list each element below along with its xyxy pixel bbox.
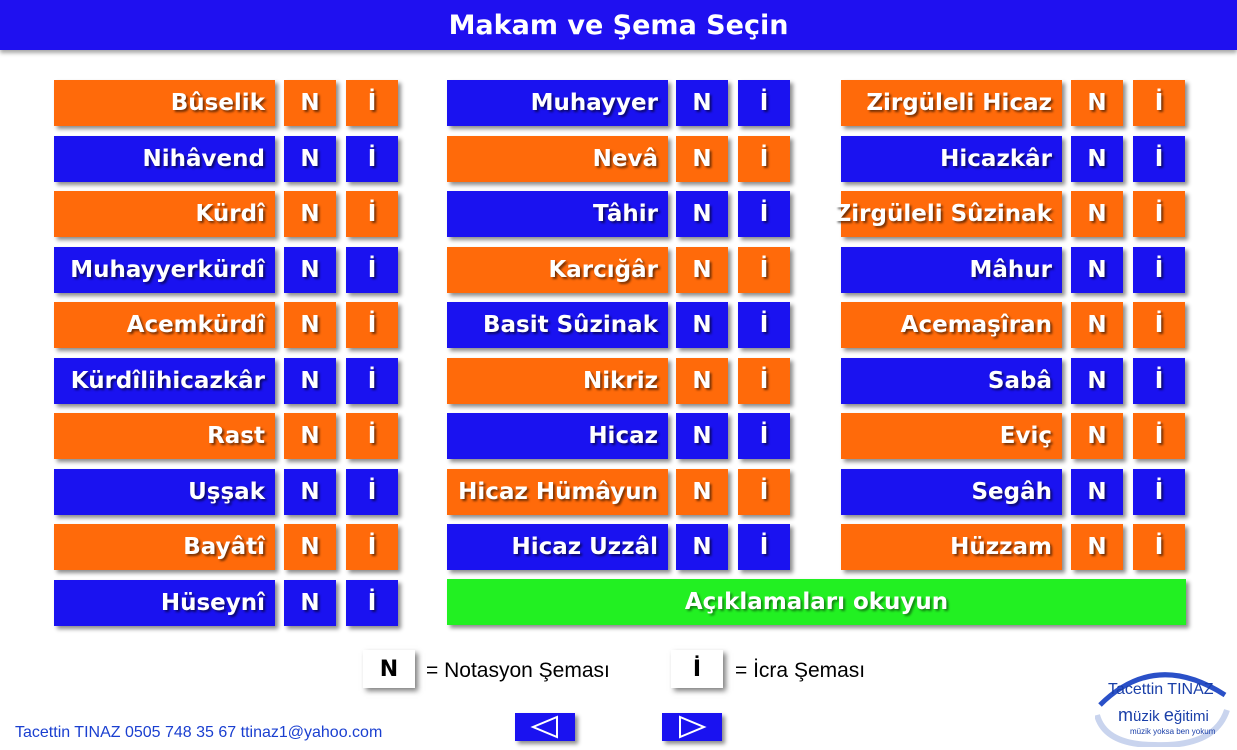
performance-scheme-button[interactable]: İ <box>1133 524 1185 570</box>
performance-scheme-button[interactable]: İ <box>1133 302 1185 348</box>
makam-name-button[interactable]: Sabâ <box>841 358 1062 404</box>
triangle-right-icon <box>662 713 722 741</box>
makam-name-button[interactable]: Rast <box>54 413 275 459</box>
makam-name-button[interactable]: Segâh <box>841 469 1062 515</box>
performance-scheme-button[interactable]: İ <box>738 524 790 570</box>
makam-name-button[interactable]: Hicaz <box>447 413 668 459</box>
legend-i-box: İ <box>671 650 723 688</box>
performance-scheme-button[interactable]: İ <box>346 136 398 182</box>
notation-scheme-button[interactable]: N <box>676 247 728 293</box>
performance-scheme-button[interactable]: İ <box>1133 80 1185 126</box>
makam-name-button[interactable]: Mâhur <box>841 247 1062 293</box>
makam-name-button[interactable]: Karcığâr <box>447 247 668 293</box>
makam-name-button[interactable]: Hicaz Hümâyun <box>447 469 668 515</box>
makam-name-button[interactable]: Tâhir <box>447 191 668 237</box>
notation-scheme-button[interactable]: N <box>284 524 336 570</box>
makam-name-button[interactable]: Uşşak <box>54 469 275 515</box>
performance-scheme-button[interactable]: İ <box>346 580 398 626</box>
performance-scheme-button[interactable]: İ <box>738 358 790 404</box>
notation-scheme-button[interactable]: N <box>1071 136 1123 182</box>
makam-name-button[interactable]: Nihâvend <box>54 136 275 182</box>
performance-scheme-button[interactable]: İ <box>346 469 398 515</box>
logo-subtitle: müzik eğitimi <box>1118 705 1209 725</box>
makam-name-button[interactable]: Hicaz Uzzâl <box>447 524 668 570</box>
makam-name-button[interactable]: Zirgüleli Hicaz <box>841 80 1062 126</box>
performance-scheme-button[interactable]: İ <box>346 302 398 348</box>
performance-scheme-button[interactable]: İ <box>738 80 790 126</box>
notation-scheme-button[interactable]: N <box>284 247 336 293</box>
notation-scheme-button[interactable]: N <box>676 80 728 126</box>
legend-n-box: N <box>363 650 415 688</box>
notation-scheme-button[interactable]: N <box>1071 413 1123 459</box>
performance-scheme-button[interactable]: İ <box>346 80 398 126</box>
performance-scheme-button[interactable]: İ <box>738 191 790 237</box>
makam-name-button[interactable]: Eviç <box>841 413 1062 459</box>
notation-scheme-button[interactable]: N <box>676 358 728 404</box>
performance-scheme-button[interactable]: İ <box>346 358 398 404</box>
performance-scheme-button[interactable]: İ <box>1133 247 1185 293</box>
makam-name-button[interactable]: Bûselik <box>54 80 275 126</box>
notation-scheme-button[interactable]: N <box>284 80 336 126</box>
makam-name-button[interactable]: Zirgüleli Sûzinak <box>841 191 1062 237</box>
performance-scheme-button[interactable]: İ <box>1133 191 1185 237</box>
next-button[interactable] <box>662 713 722 741</box>
notation-scheme-button[interactable]: N <box>284 302 336 348</box>
performance-scheme-button[interactable]: İ <box>346 524 398 570</box>
makam-name-button[interactable]: Muhayyer <box>447 80 668 126</box>
notation-scheme-button[interactable]: N <box>1071 302 1123 348</box>
notation-scheme-button[interactable]: N <box>676 191 728 237</box>
notation-scheme-button[interactable]: N <box>284 413 336 459</box>
notation-scheme-button[interactable]: N <box>1071 469 1123 515</box>
makam-name-button[interactable]: Hüzzam <box>841 524 1062 570</box>
notation-scheme-button[interactable]: N <box>1071 191 1123 237</box>
notation-scheme-button[interactable]: N <box>676 302 728 348</box>
notation-scheme-button[interactable]: N <box>284 191 336 237</box>
performance-scheme-button[interactable]: İ <box>1133 358 1185 404</box>
notation-scheme-button[interactable]: N <box>1071 524 1123 570</box>
performance-scheme-button[interactable]: İ <box>1133 469 1185 515</box>
notation-scheme-button[interactable]: N <box>676 136 728 182</box>
notation-scheme-button[interactable]: N <box>1071 358 1123 404</box>
notation-scheme-button[interactable]: N <box>284 136 336 182</box>
notation-scheme-button[interactable]: N <box>676 469 728 515</box>
notation-scheme-button[interactable]: N <box>284 580 336 626</box>
makam-name-button[interactable]: Kürdî <box>54 191 275 237</box>
makam-name-button[interactable]: Acemaşîran <box>841 302 1062 348</box>
makam-name-button[interactable]: Muhayyerkürdî <box>54 247 275 293</box>
makam-name-button[interactable]: Nevâ <box>447 136 668 182</box>
makam-name-button[interactable]: Nikriz <box>447 358 668 404</box>
performance-scheme-button[interactable]: İ <box>738 469 790 515</box>
makam-name-button[interactable]: Hüseynî <box>54 580 275 626</box>
logo-name: Tacettin TINAZ <box>1108 681 1214 698</box>
performance-scheme-button[interactable]: İ <box>1133 136 1185 182</box>
previous-button[interactable] <box>515 713 575 741</box>
performance-scheme-button[interactable]: İ <box>738 136 790 182</box>
notation-scheme-button[interactable]: N <box>1071 247 1123 293</box>
performance-scheme-button[interactable]: İ <box>738 413 790 459</box>
triangle-left-icon <box>515 713 575 741</box>
makam-name-button[interactable]: Bayâtî <box>54 524 275 570</box>
notation-scheme-button[interactable]: N <box>284 358 336 404</box>
footer-contact: Tacettin TINAZ 0505 748 35 67 ttinaz1@yahoo.com <box>15 724 383 741</box>
legend-n-text: = Notasyon Şeması <box>426 659 610 682</box>
makam-name-button[interactable]: Kürdîlihicazkâr <box>54 358 275 404</box>
read-explanations-button[interactable]: Açıklamaları okuyun <box>447 579 1186 625</box>
notation-scheme-button[interactable]: N <box>676 524 728 570</box>
notation-scheme-button[interactable]: N <box>676 413 728 459</box>
logo-tagline: müzik yoksa ben yokum <box>1130 727 1216 736</box>
performance-scheme-button[interactable]: İ <box>1133 413 1185 459</box>
performance-scheme-button[interactable]: İ <box>738 302 790 348</box>
performance-scheme-button[interactable]: İ <box>346 413 398 459</box>
makam-name-button[interactable]: Acemkürdî <box>54 302 275 348</box>
performance-scheme-button[interactable]: İ <box>346 191 398 237</box>
page-title: Makam ve Şema Seçin <box>0 0 1237 50</box>
makam-name-button[interactable]: Hicazkâr <box>841 136 1062 182</box>
notation-scheme-button[interactable]: N <box>284 469 336 515</box>
performance-scheme-button[interactable]: İ <box>346 247 398 293</box>
makam-name-button[interactable]: Basit Sûzinak <box>447 302 668 348</box>
performance-scheme-button[interactable]: İ <box>738 247 790 293</box>
legend-i-text: = İcra Şeması <box>735 659 866 682</box>
notation-scheme-button[interactable]: N <box>1071 80 1123 126</box>
